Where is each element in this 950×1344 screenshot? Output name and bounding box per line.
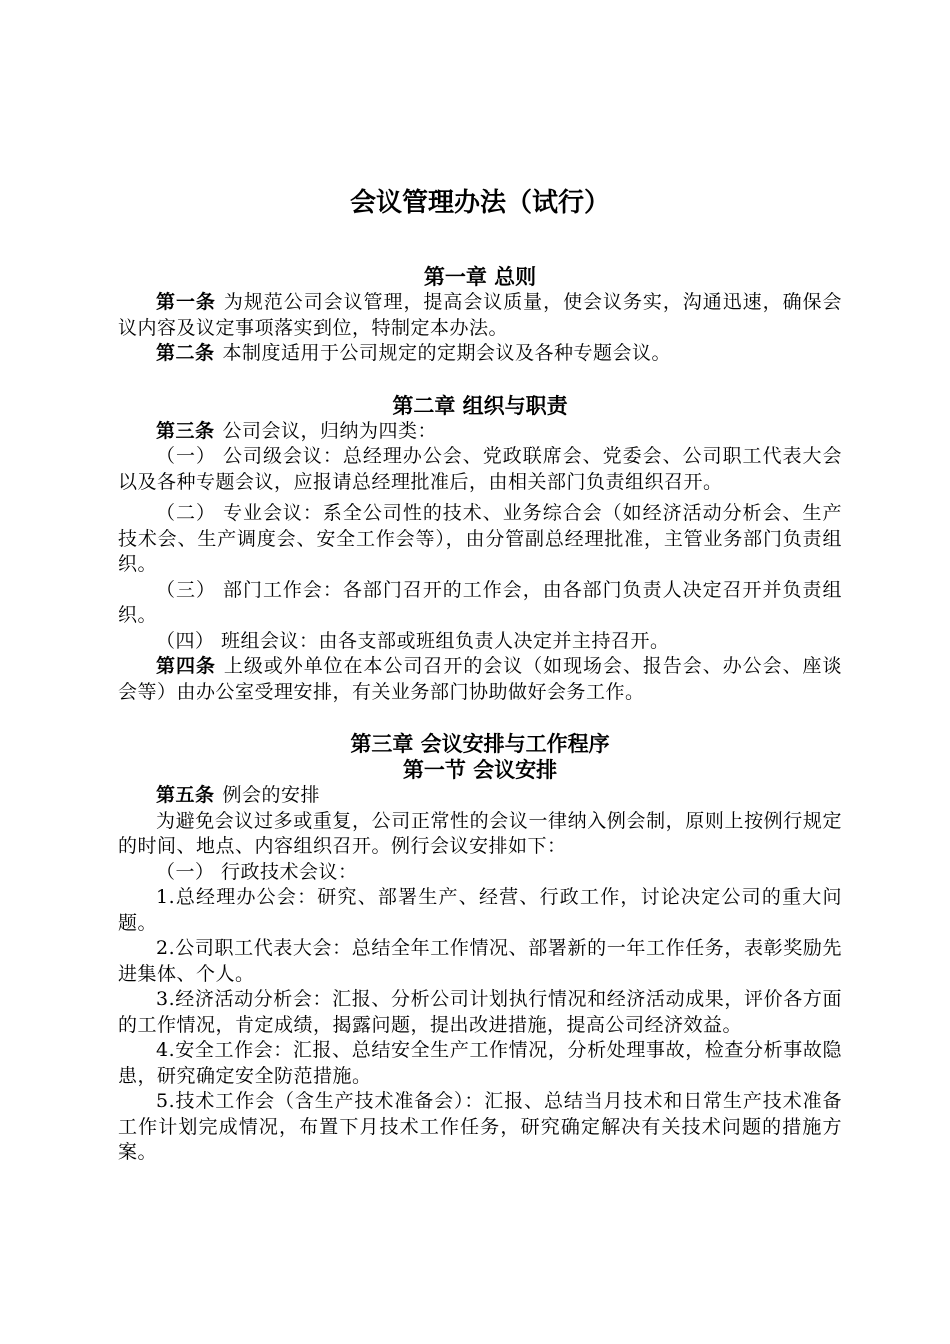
chapter-heading: 第三章 会议安排与工作程序 bbox=[350, 732, 610, 756]
article-text: 例会的安排 bbox=[222, 784, 321, 806]
article-label: 第三条 bbox=[156, 419, 215, 442]
document-title: 会议管理办法（试行） bbox=[349, 188, 610, 218]
document-page bbox=[118, 186, 842, 1166]
list-item: 2.公司职工代表大会：总结全年工作情况、部署新的一年工作任务，表彰奖励先进集体、个人。 bbox=[118, 937, 842, 985]
article-label: 第二条 bbox=[156, 342, 215, 364]
article-4 bbox=[118, 654, 842, 705]
article-text: 为规范公司会议管理，提高会议质量，使会议务实，沟通迅速，确保会议内容及议定事项落实到位，特制定本办法。 bbox=[118, 291, 842, 339]
article-label: 第五条 bbox=[156, 784, 215, 806]
article-3 bbox=[118, 419, 842, 445]
list-item: （一） 公司级会议：总经理办公会、党政联席会、党委会、公司职工代表大会以及各种专题会议，应报请总经理批准后，由相关部门负责组织召开。 bbox=[118, 445, 842, 493]
list-item: 4.安全工作会：汇报、总结安全生产工作情况，分析处理事故，检查分析事故隐患，研究确定安全防范措施。 bbox=[118, 1039, 842, 1087]
list-item: 1.总经理办公会：研究、部署生产、经营、行政工作，讨论决定公司的重大问题。 bbox=[118, 886, 842, 934]
article-text: 本制度适用于公司规定的定期会议及各种专题会议。 bbox=[222, 342, 672, 364]
article-5 bbox=[118, 783, 842, 809]
list-item: 3.经济活动分析会：汇报、分析公司计划执行情况和经济活动成果，评价各方面的工作情况，肯定成绩，揭露问题，提出改进措施，提高公司经济效益。 bbox=[118, 988, 842, 1036]
list-item: （二） 专业会议：系全公司性的技术、业务综合会（如经济活动分析会、生产技术会、生产调度会、安全工作会等），由分管副总经理批准，主管业务部门负责组织。 bbox=[118, 502, 842, 575]
article-text: 上级或外单位在本公司召开的会议（如现场会、报告会、办公会、座谈会等）由办公室受理安排，有关业务部门协助做好会务工作。 bbox=[118, 655, 842, 703]
section-heading: 第一节 会议安排 bbox=[402, 758, 558, 782]
article-label: 第四条 bbox=[156, 655, 216, 677]
chapter-heading: 第一章 总则 bbox=[423, 265, 537, 289]
article-2 bbox=[118, 341, 842, 367]
list-item: （一） 行政技术会议： bbox=[156, 860, 358, 883]
list-item: 5.技术工作会（含生产技术准备会）：汇报、总结当月技术和日常生产技术准备工作计划完成情况，布置下月技术工作任务，研究确定解决有关技术问题的措施方案。 bbox=[118, 1090, 842, 1163]
list-item: （四） 班组会议：由各支部或班组负责人决定并主持召开。 bbox=[156, 629, 670, 652]
list-item: （三） 部门工作会：各部门召开的工作会，由各部门负责人决定召开并负责组织。 bbox=[118, 578, 842, 626]
article-text: 公司会议，归纳为四类： bbox=[222, 419, 438, 442]
chapter-heading: 第二章 组织与职责 bbox=[392, 393, 568, 418]
paragraph: 为避免会议过多或重复，公司正常性的会议一律纳入例会制，原则上按例行规定的时间、地点、内容组织召开。例行会议安排如下： bbox=[118, 809, 842, 857]
article-label: 第一条 bbox=[156, 291, 216, 313]
article-1 bbox=[118, 290, 842, 341]
